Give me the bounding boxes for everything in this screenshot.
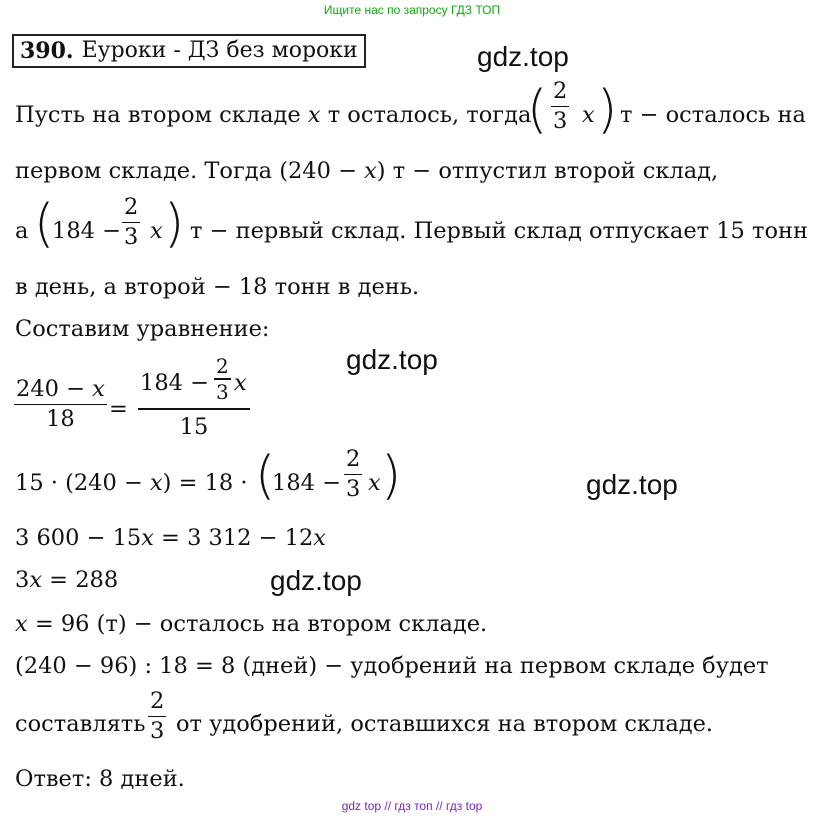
variable-x: x [368,470,381,496]
solution-line-4: в день, а второй − 18 тонн в день. [15,274,420,300]
fraction-two-thirds: 2 3 [553,78,568,135]
equation-right-fraction: 184 − 2 3 x 15 [138,356,250,438]
watermark: gdz.top [477,41,569,72]
solution-line-5: Составим уравнение: [15,316,270,342]
solution-line-3-lead: а [15,218,29,244]
equation-step-2: 3 600 − 15x = 3 312 − 12x [15,525,326,551]
search-hint-link[interactable]: Ищите нас по запросу ГДЗ ТОП [323,3,501,17]
expression-184: 184 − [272,470,341,496]
variable-x: x [582,102,595,128]
task-title [12,34,366,68]
watermark: gdz.top [586,469,678,500]
task-title-text: Еуроки - ДЗ без мороки [81,38,358,63]
left-paren: ( [34,194,55,254]
answer: Ответ: 8 дней. [15,766,185,792]
left-paren: ( [527,80,548,140]
left-paren: ( [255,446,276,506]
footer-links[interactable]: gdz top // гдз топ // гдз top [341,799,483,813]
solution-line-3-tail: т − первый склад. Первый склад отпускает 15 тонн [190,218,809,244]
variable-x: x [150,218,163,244]
solution-line-2: первом складе. Тогда (240 − x) т − отпустил второй склад, [15,158,719,184]
equation-left-fraction: 240 − x 18 [16,376,105,433]
watermark: gdz.top [270,565,362,596]
fraction-two-thirds: 2 3 [150,688,165,745]
right-paren: ) [597,80,618,140]
right-paren: ) [381,446,402,506]
equals-sign: = [109,396,128,422]
fraction-two-thirds: 2 3 [346,446,361,503]
right-paren: ) [164,194,185,254]
equation-step-1: 15 · (240 − x) = 18 · [15,470,248,496]
watermark: gdz.top [346,344,438,375]
task-number: 390. [20,38,74,64]
solution-step-6-tail: от удобрений, оставшихся на втором складе. [176,711,714,737]
solution-step-6-lead: составлять [15,711,146,737]
fraction-two-thirds: 2 3 [124,194,139,251]
equation-step-3: 3x = 288 [15,567,119,593]
equation-step-4: x = 96 (т) − осталось на втором складе. [15,611,488,637]
solution-line-1-tail: т − осталось на [620,102,806,128]
solution-line-1: Пусть на втором складе x т осталось, тогда [15,102,532,128]
expression-184: 184 − [52,218,121,244]
solution-step-5: (240 − 96) : 18 = 8 (дней) − удобрений на первом складе будет [15,653,769,679]
